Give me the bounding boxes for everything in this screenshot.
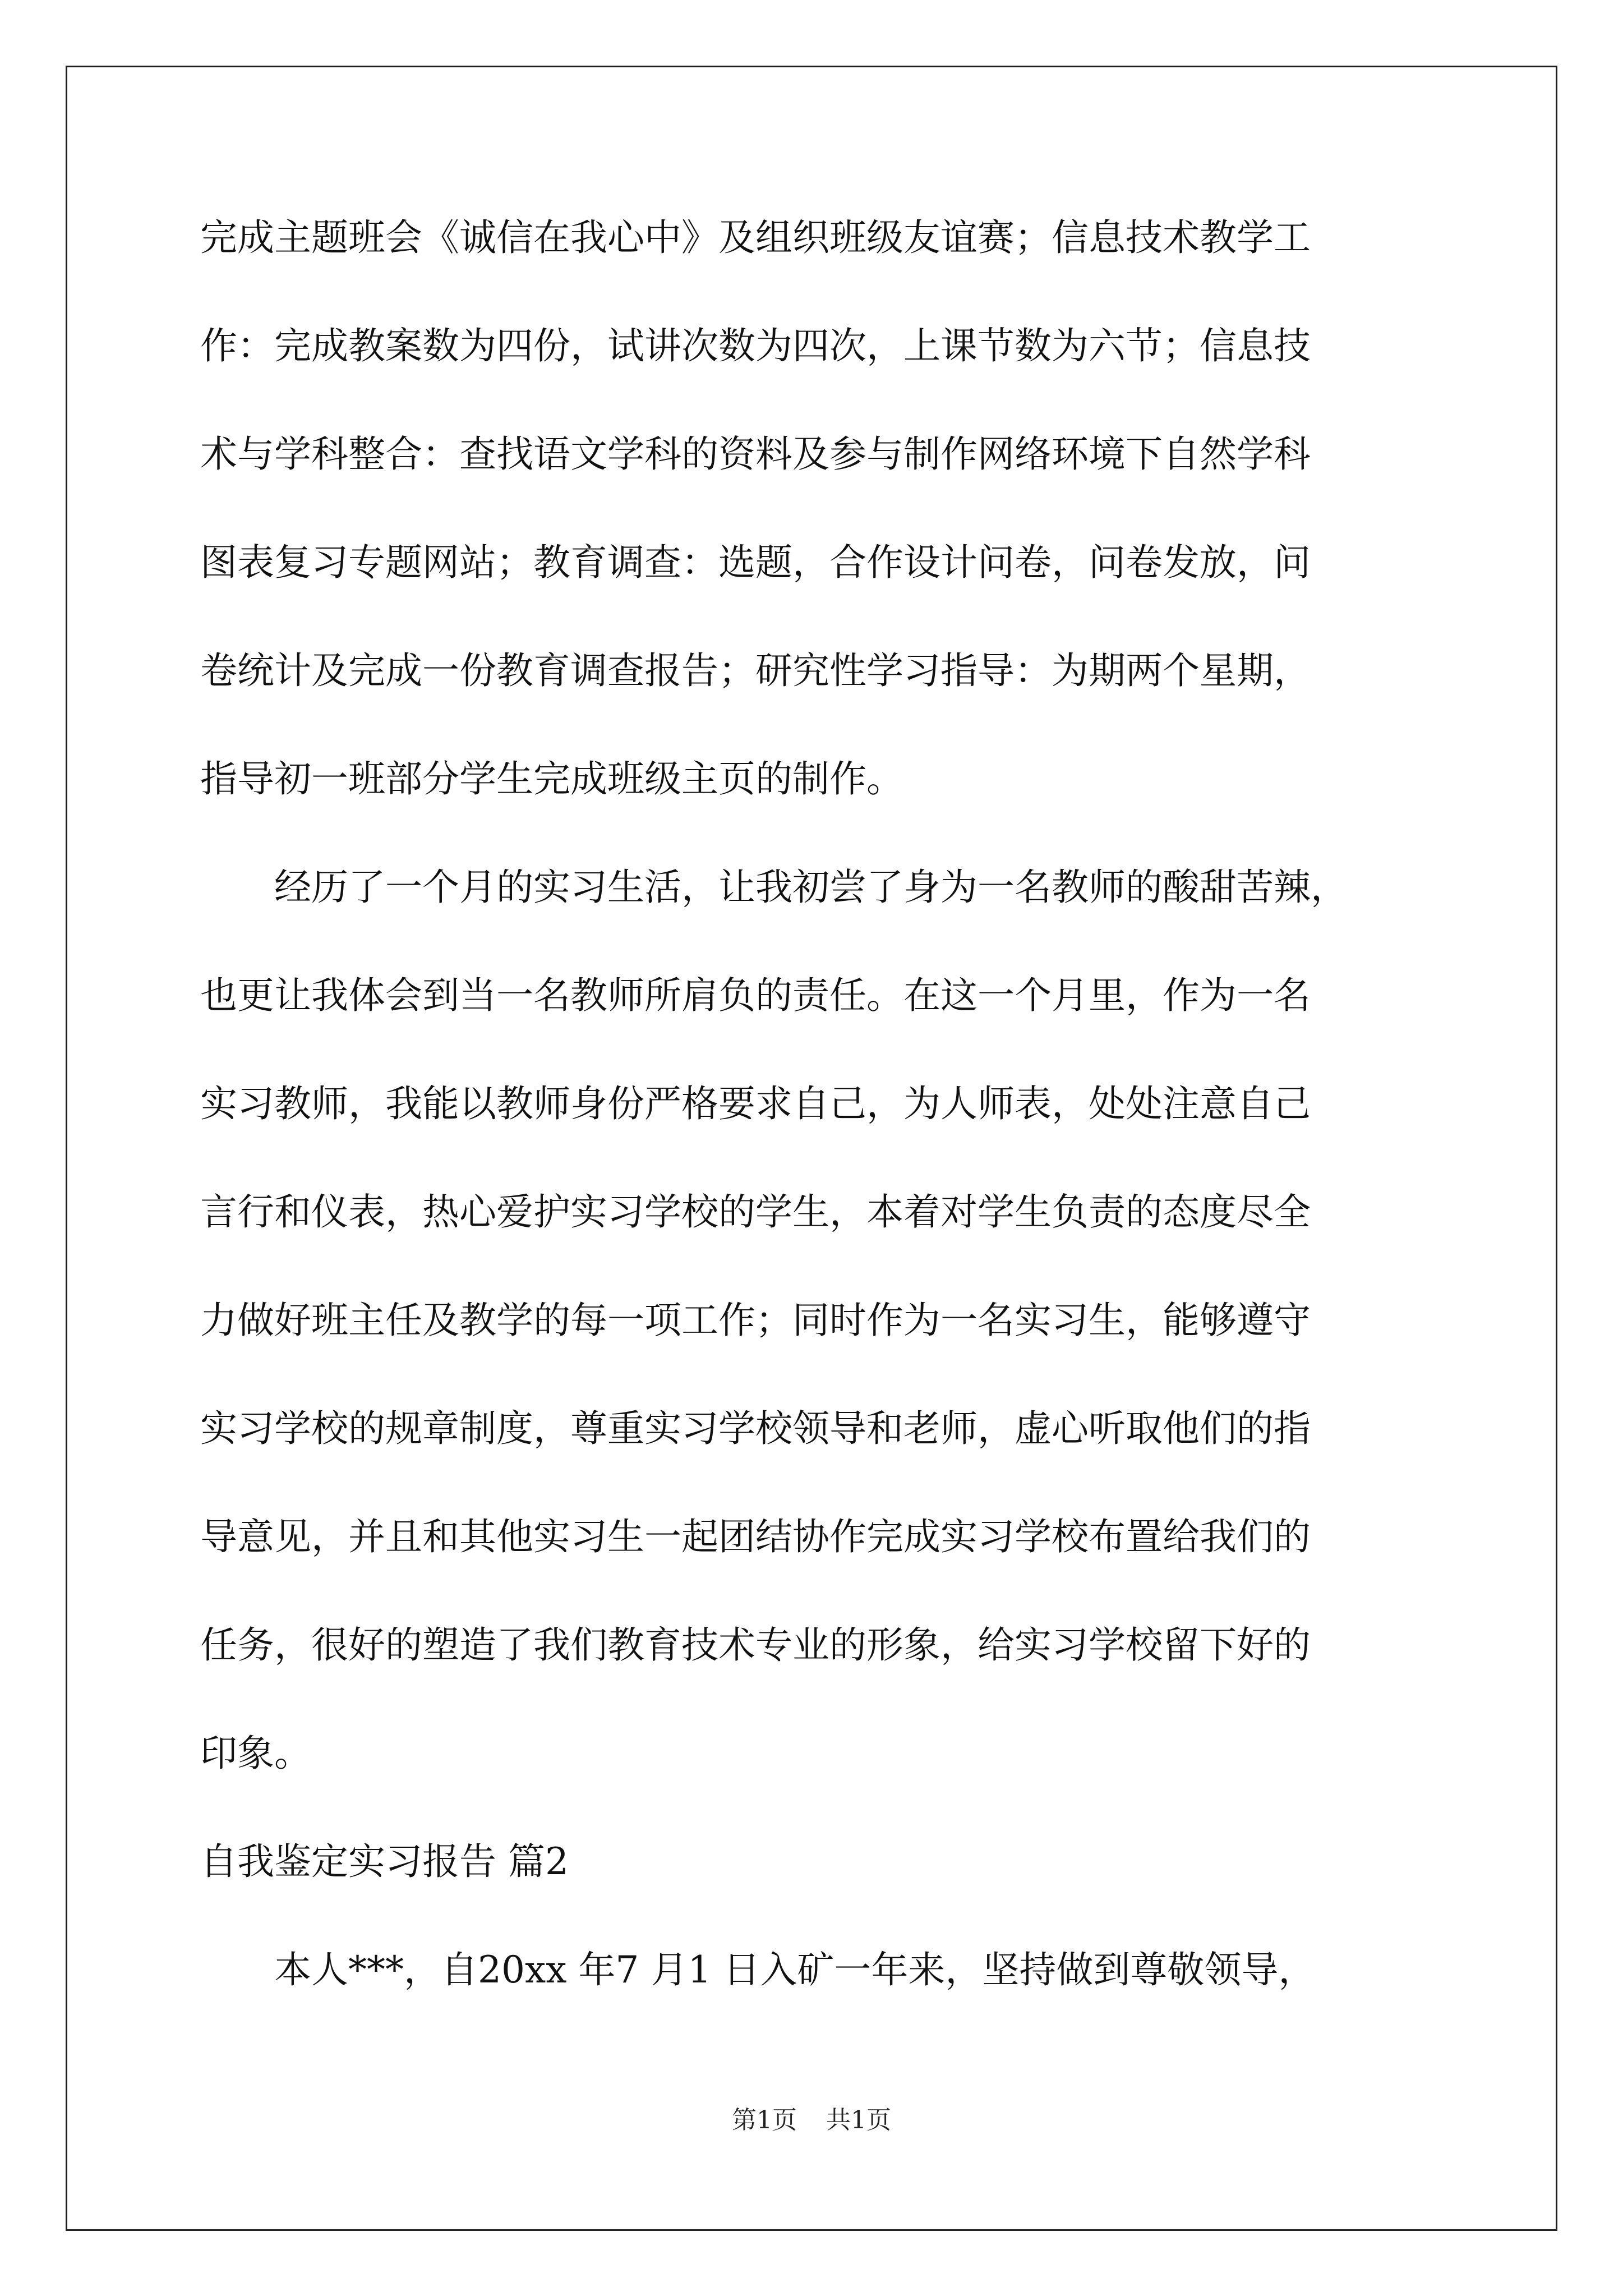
section-heading: 自我鉴定实习报告 篇2 [200,1840,569,1883]
page-total: 共1页 [826,2106,891,2134]
text-line: 图表复习专题网站；教育调查：选题，合作设计问卷，问卷发放，问 [200,541,1311,584]
text-line: 实习教师，我能以教师身份严格要求自己，为人师表，处处注意自己 [200,1082,1311,1125]
text-line: 印象。 [200,1732,311,1775]
text-line: 实习学校的规章制度，尊重实习学校领导和老师，虚心听取他们的指 [200,1407,1311,1450]
text-line: 也更让我体会到当一名教师所肩负的责任。在这一个月里，作为一名 [200,974,1311,1017]
text-line: 本人***，自20xx 年7 月1 日入矿一年来，坚持做到尊敬领导， [200,1948,1316,1991]
text-line: 言行和仪表，热心爱护实习学校的学生，本着对学生负责的态度尽全 [200,1190,1311,1234]
text-line: 导意见，并且和其他实习生一起团结协作完成实习学校布置给我们的 [200,1515,1311,1558]
text-line: 卷统计及完成一份教育调查报告；研究性学习指导：为期两个星期， [200,649,1311,692]
text-line: 力做好班主任及教学的每一项工作；同时作为一名实习生，能够遵守 [200,1299,1311,1342]
text-line: 术与学科整合：查找语文学科的资料及参与制作网络环境下自然学科 [200,432,1311,476]
text-line: 指导初一班部分学生完成班级主页的制作。 [200,757,903,800]
text-line: 任务，很好的塑造了我们教育技术专业的形象，给实习学校留下好的 [200,1623,1311,1667]
text-line: 完成主题班会《诚信在我心中》及组织班级友谊赛；信息技术教学工 [200,216,1311,259]
page-number: 第1页 [732,2106,797,2134]
text-line: 经历了一个月的实习生活，让我初尝了身为一名教师的酸甜苦辣， [200,866,1348,909]
page-footer [0,2105,1623,2136]
text-line: 作：完成教案数为四份，试讲次数为四次，上课节数为六节；信息技 [200,324,1311,367]
page-border [66,66,1557,2231]
